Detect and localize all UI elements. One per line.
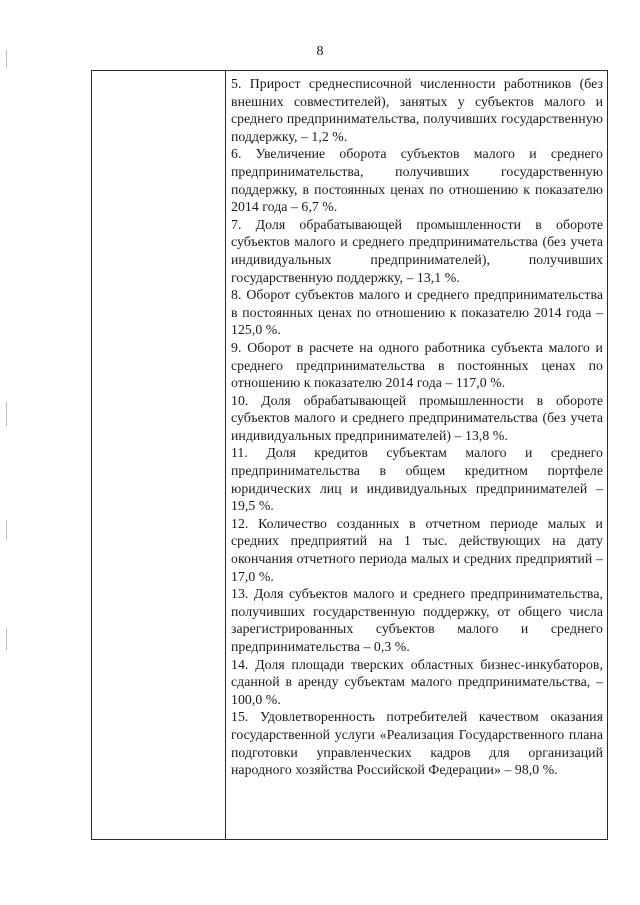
indicator-item-9: 9. Оборот в расчете на одного работника субъекта малого и среднего предпринимательства в постоянных ценах по отношению к показателю 2014 года – 117,0 %. <box>231 339 603 391</box>
scan-mark <box>6 520 7 540</box>
indicator-item-7: 7. Доля обрабатывающей промышленности в обороте субъектов малого и среднего предпринимательства (без учета индивидуальных предпринимателей), получивших государственную поддержку, – 13,1 %. <box>231 216 603 285</box>
scan-mark <box>6 402 7 426</box>
indicator-item-10: 10. Доля обрабатывающей промышленности в обороте субъектов малого и среднего предпринимательства (без учета индивидуальных предпринимателей) – 13,8 %. <box>231 392 603 443</box>
indicator-item-11: 11. Доля кредитов субъектам малого и среднего предпринимательства в общем кредитном портфеле юридических лиц и индивидуальных предпринимателей – 19,5 %. <box>231 445 603 514</box>
scan-mark <box>6 628 7 650</box>
indicator-item-5: 5. Прирост среднесписочной численности работников (без внешних совместителей), занятых у субъектов малого и среднего предпринимательства, получивших государственную поддержку, – 1,2 %. <box>231 76 603 144</box>
page-number: 8 <box>316 44 324 59</box>
table-row <box>92 71 608 840</box>
indicator-item-13: 13. Доля субъектов малого и среднего предпринимательства, получивших государственную поддержку, от общего числа зарегистрированных субъектов малого и среднего предпринимательства – 0,3 %. <box>231 586 603 654</box>
indicator-item-12: 12. Количество созданных в отчетном периоде малых и средних предприятий на 1 тыс. действующих на дату окончания отчетного периода малых и средних предприятий – 17,0 %. <box>231 515 603 584</box>
indicator-item-15: 15. Удовлетворенность потребителей качеством оказания государственной услуги «Реализация Государственного плана подготовки управленческих кадров для организаций народного хозяйства Российской Федерации» – 98,0 %. <box>231 709 603 778</box>
table-cell-left-empty <box>92 71 226 840</box>
indicator-item-14: 14. Доля площади тверских областных бизнес-инкубаторов, сданной в аренду субъектам малого предпринимательства, – 100,0 %. <box>231 656 603 707</box>
table-cell-indicators <box>226 71 608 840</box>
indicator-item-8: 8. Оборот субъектов малого и среднего предпринимательства в постоянных ценах по отношению к показателю 2014 года – 125,0 %. <box>231 287 603 338</box>
indicators-table <box>91 70 608 840</box>
scan-mark <box>6 50 7 68</box>
indicator-item-6: 6. Увеличение оборота субъектов малого и среднего предпринимательства, получивших государственную поддержку, в постоянных ценах по отношению к показателю 2014 года – 6,7 %. <box>231 146 603 215</box>
